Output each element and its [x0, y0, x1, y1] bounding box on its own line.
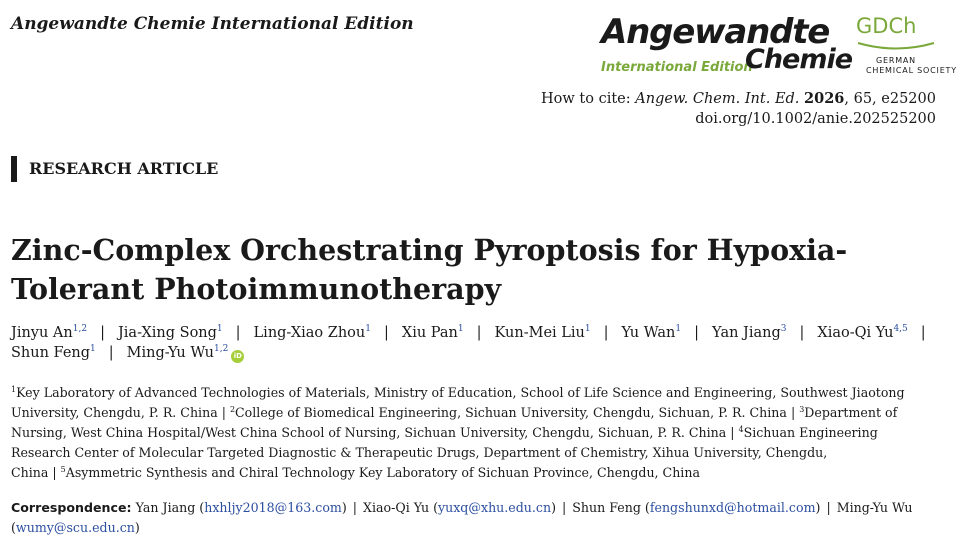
affil-text: Department of Nursing, West China Hospital/West China School of Nursing, Sichuan University, Chengdu, Sichuan, P. R. China: [11, 405, 898, 440]
citation-block: [541, 89, 936, 129]
section-label: RESEARCH ARTICLE: [29, 159, 219, 178]
affil-separator: |: [221, 405, 226, 420]
author-affil-sup[interactable]: 3: [780, 324, 787, 334]
author: [118, 325, 223, 341]
affil-separator: |: [790, 405, 796, 420]
author-affil-sup[interactable]: 1: [675, 324, 682, 334]
corr-name: Yan Jiang: [135, 500, 196, 515]
author-affil-sup[interactable]: 1: [584, 324, 591, 334]
citation-rest: , 65, e25200: [844, 91, 936, 107]
author: [402, 325, 464, 341]
corr-email-link[interactable]: yuxq@xhu.edu.cn: [437, 500, 552, 515]
author-affil-sup[interactable]: 1: [457, 324, 464, 334]
affil-num: 1: [11, 385, 17, 394]
affil-num: 2: [229, 405, 236, 414]
logo-chemie: Chemie: [745, 44, 853, 75]
angewandte-logo[interactable]: Angewandte: [601, 12, 830, 52]
corr-separator: |: [352, 500, 358, 515]
author-name[interactable]: Jia-Xing Song: [117, 325, 217, 341]
author-separator: |: [100, 325, 105, 341]
author-separator: |: [603, 325, 609, 341]
citation-line: [541, 89, 936, 109]
affiliations: [11, 383, 941, 483]
author-separator: |: [476, 325, 482, 341]
gdch-line-2: CHEMICAL SOCIETY: [866, 66, 957, 75]
gdch-line-1: GERMAN: [876, 56, 916, 65]
author-separator: |: [108, 345, 114, 361]
author-separator: |: [694, 325, 700, 341]
affil-separator: |: [52, 465, 57, 480]
section-bar: [11, 156, 17, 182]
author: [712, 325, 787, 341]
gdch-swoosh-icon: [856, 40, 936, 52]
author: [622, 325, 682, 341]
author: [817, 325, 907, 341]
author-separator: |: [383, 325, 389, 341]
doi-link[interactable]: doi.org/10.1002/anie.202525200: [695, 111, 936, 127]
author-name[interactable]: Yu Wan: [621, 325, 676, 341]
author: [11, 345, 96, 361]
article-title: Zinc-Complex Orchestrating Pyroptosis for Hypoxia-Tolerant Photoimmunotherapy: [11, 233, 848, 306]
author-affil-sup[interactable]: 1: [365, 324, 371, 334]
author-separator: |: [235, 325, 241, 341]
corr-separator: |: [826, 500, 831, 515]
affil-text: Asymmetric Synthesis and Chiral Technology Key Laboratory of Sichuan Province, Chengdu, China: [65, 465, 700, 480]
affil-text: Sichuan Engineering Research Center of Molecular Targeted Diagnostic & Therapeutic Drugs, Department of Chemistry, Xihua University, Chengdu, China: [11, 425, 878, 480]
author-affil-sup[interactable]: 1: [216, 324, 223, 334]
author-name[interactable]: Shun Feng: [11, 345, 91, 361]
citation-prefix: How to cite:: [541, 91, 636, 107]
affil-num: 5: [60, 465, 66, 474]
citation-journal: Angew. Chem. Int. Ed.: [635, 91, 800, 107]
corr-name: Ming-Yu Wu: [836, 500, 913, 515]
affil-text: Key Laboratory of Advanced Technologies of Materials, Ministry of Education, School of Life Science and Engineering, Southwest Jiaotong University, Chengdu, P. R. China: [11, 385, 905, 420]
author-list: [11, 323, 941, 363]
logo-international-edition: International Edition: [601, 60, 753, 75]
author-name[interactable]: Ling-Xiao Zhou: [253, 325, 366, 341]
corr-email-link[interactable]: hxhljy2018@163.com: [204, 500, 342, 515]
gdch-logo[interactable]: GDCh: [856, 14, 917, 38]
author-name[interactable]: Kun-Mei Liu: [494, 325, 585, 341]
author-name[interactable]: Yan Jiang: [712, 325, 781, 341]
gdch-subtitle: [866, 56, 957, 76]
correspondence-label: Correspondence:: [11, 500, 132, 515]
author-affil-sup[interactable]: 1,2: [72, 324, 88, 334]
journal-name: Angewandte Chemie International Edition: [11, 14, 414, 34]
corr-separator: |: [562, 500, 567, 515]
corr-name: Xiao-Qi Yu: [363, 500, 430, 515]
author-affil-sup[interactable]: 1: [90, 344, 96, 354]
correspondence: Correspondence: Yan Jiang (hxhljy2018@163.com) | Xiao-Qi Yu (yuxq@xhu.edu.cn) | Shun Feng (fengshunxd@hotmail.com) | Ming-Yu Wu (wumy@scu.edu.cn): [11, 500, 913, 535]
author-separator: |: [799, 325, 805, 341]
author-separator: |: [920, 325, 926, 341]
affil-separator: |: [730, 425, 735, 440]
author-name[interactable]: Jinyu An: [11, 325, 73, 341]
author: [495, 325, 591, 341]
author: [254, 325, 371, 341]
author: [127, 345, 245, 361]
author-affil-sup[interactable]: 4,5: [893, 324, 908, 334]
corr-name: Shun Feng: [572, 500, 641, 515]
author-name[interactable]: Xiao-Qi Yu: [817, 325, 894, 341]
affil-num: 4: [738, 425, 744, 434]
corr-email-link[interactable]: wumy@scu.edu.cn: [15, 520, 135, 535]
author-affil-sup[interactable]: 1,2: [213, 344, 229, 354]
author-name[interactable]: Ming-Yu Wu: [126, 345, 214, 361]
citation-year: 2026: [804, 90, 845, 107]
affil-text: College of Biomedical Engineering, Sichuan University, Chengdu, Sichuan, P. R. China: [235, 405, 787, 420]
author: [11, 325, 87, 341]
author-name[interactable]: Xiu Pan: [401, 325, 458, 341]
affil-num: 3: [799, 405, 805, 414]
corr-email-link[interactable]: fengshunxd@hotmail.com: [649, 500, 816, 515]
orcid-icon[interactable]: iD: [231, 350, 244, 363]
